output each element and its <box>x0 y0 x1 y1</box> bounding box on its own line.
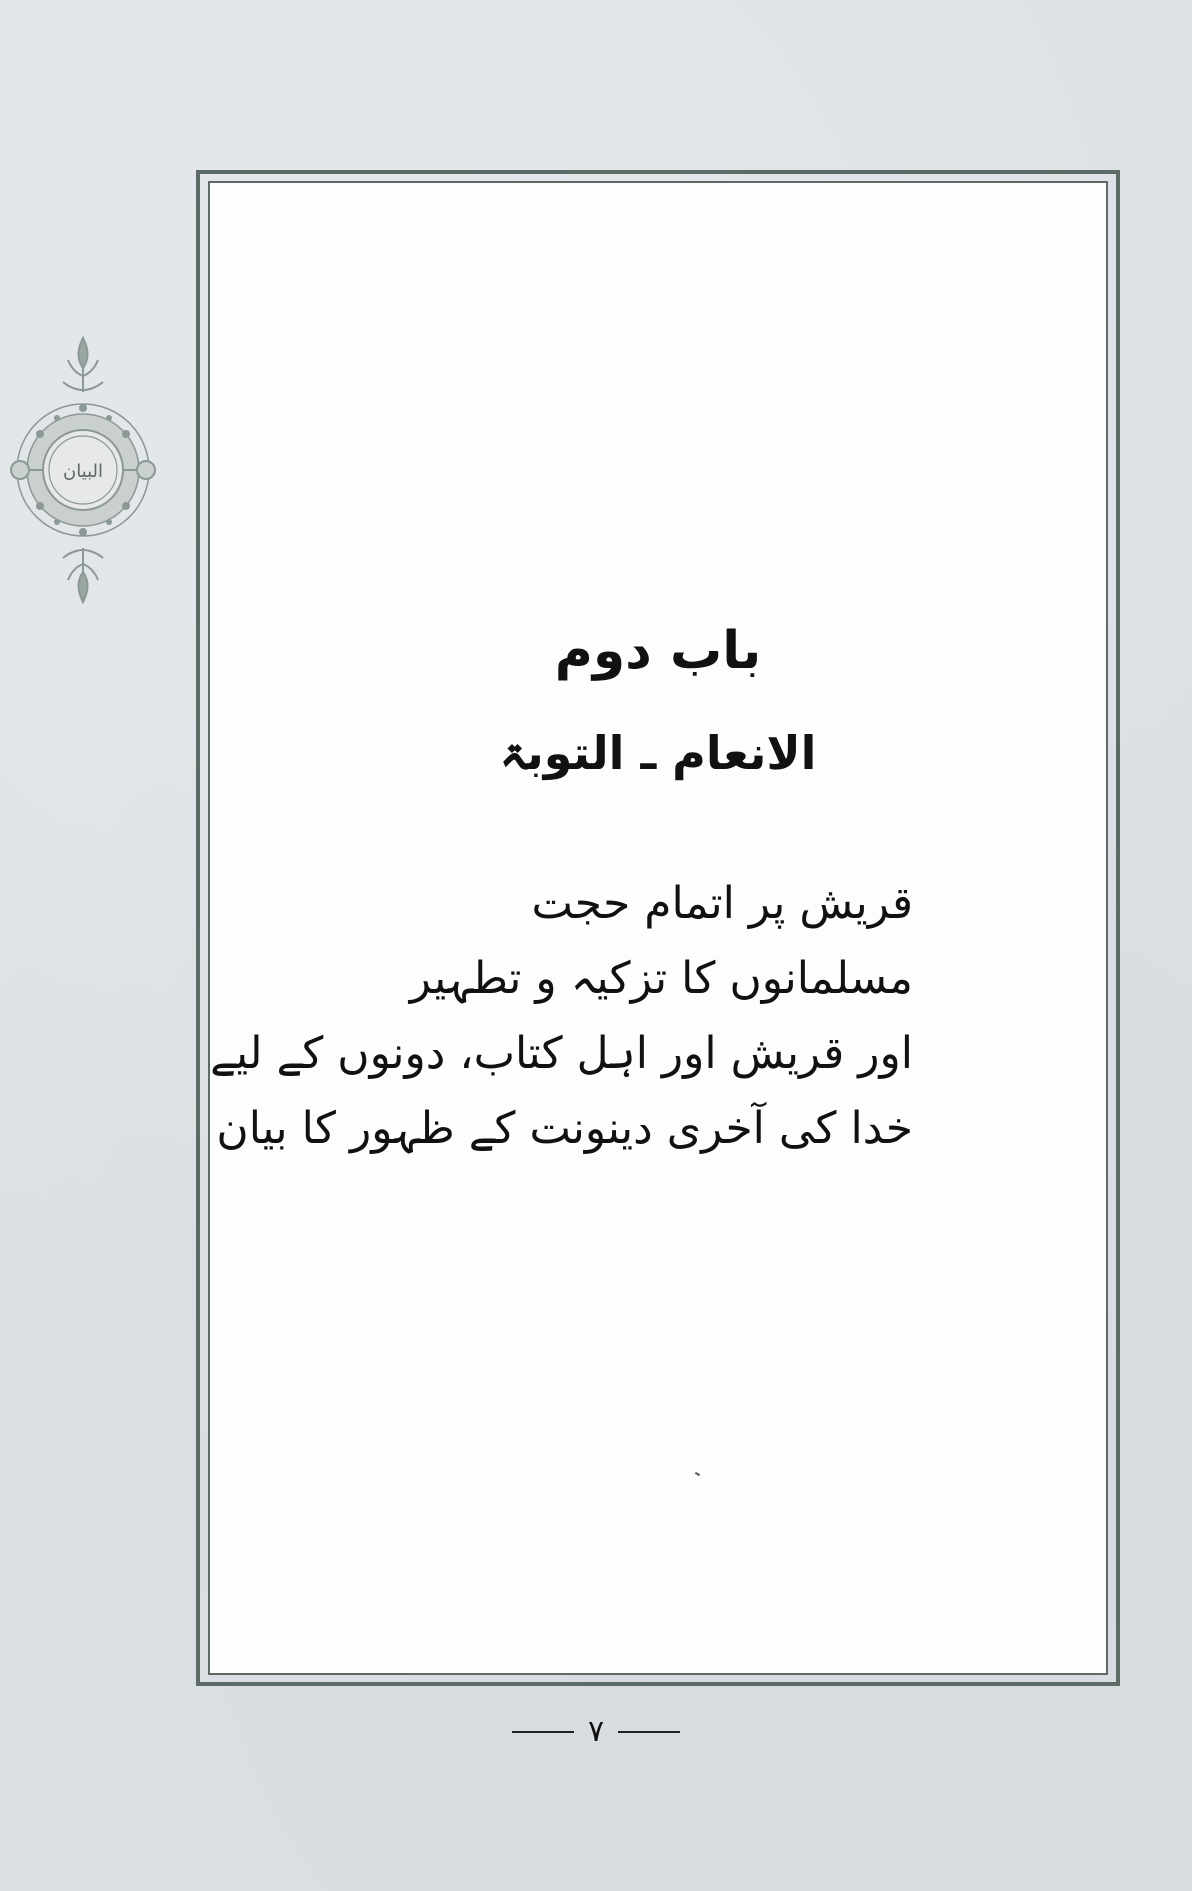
topic-line: قریش پر اتمام حجت <box>531 878 913 929</box>
chapter-topics-list <box>210 866 913 1166</box>
medallion-ornament <box>8 330 158 610</box>
footer-rule-left <box>512 1731 574 1733</box>
page-number: ۷ <box>587 1714 605 1749</box>
chapter-title: باب دوم <box>554 621 762 681</box>
chapter-subtitle: الانعام ـ التوبۃ <box>499 726 817 780</box>
topic-line: اور قریش اور اہل کتاب، دونوں کے لیے <box>210 1028 913 1079</box>
topic-line: خدا کی آخری دینونت کے ظہور کا بیان <box>216 1103 913 1154</box>
medallion-label: البیان <box>62 461 104 482</box>
page-footer <box>0 1712 1192 1752</box>
footer-rule-right <box>618 1731 680 1733</box>
topic-line: مسلمانوں کا تزکیہ و تطہیر <box>409 953 913 1004</box>
ink-speck <box>695 1472 700 1476</box>
chapter-content <box>208 181 1108 1675</box>
